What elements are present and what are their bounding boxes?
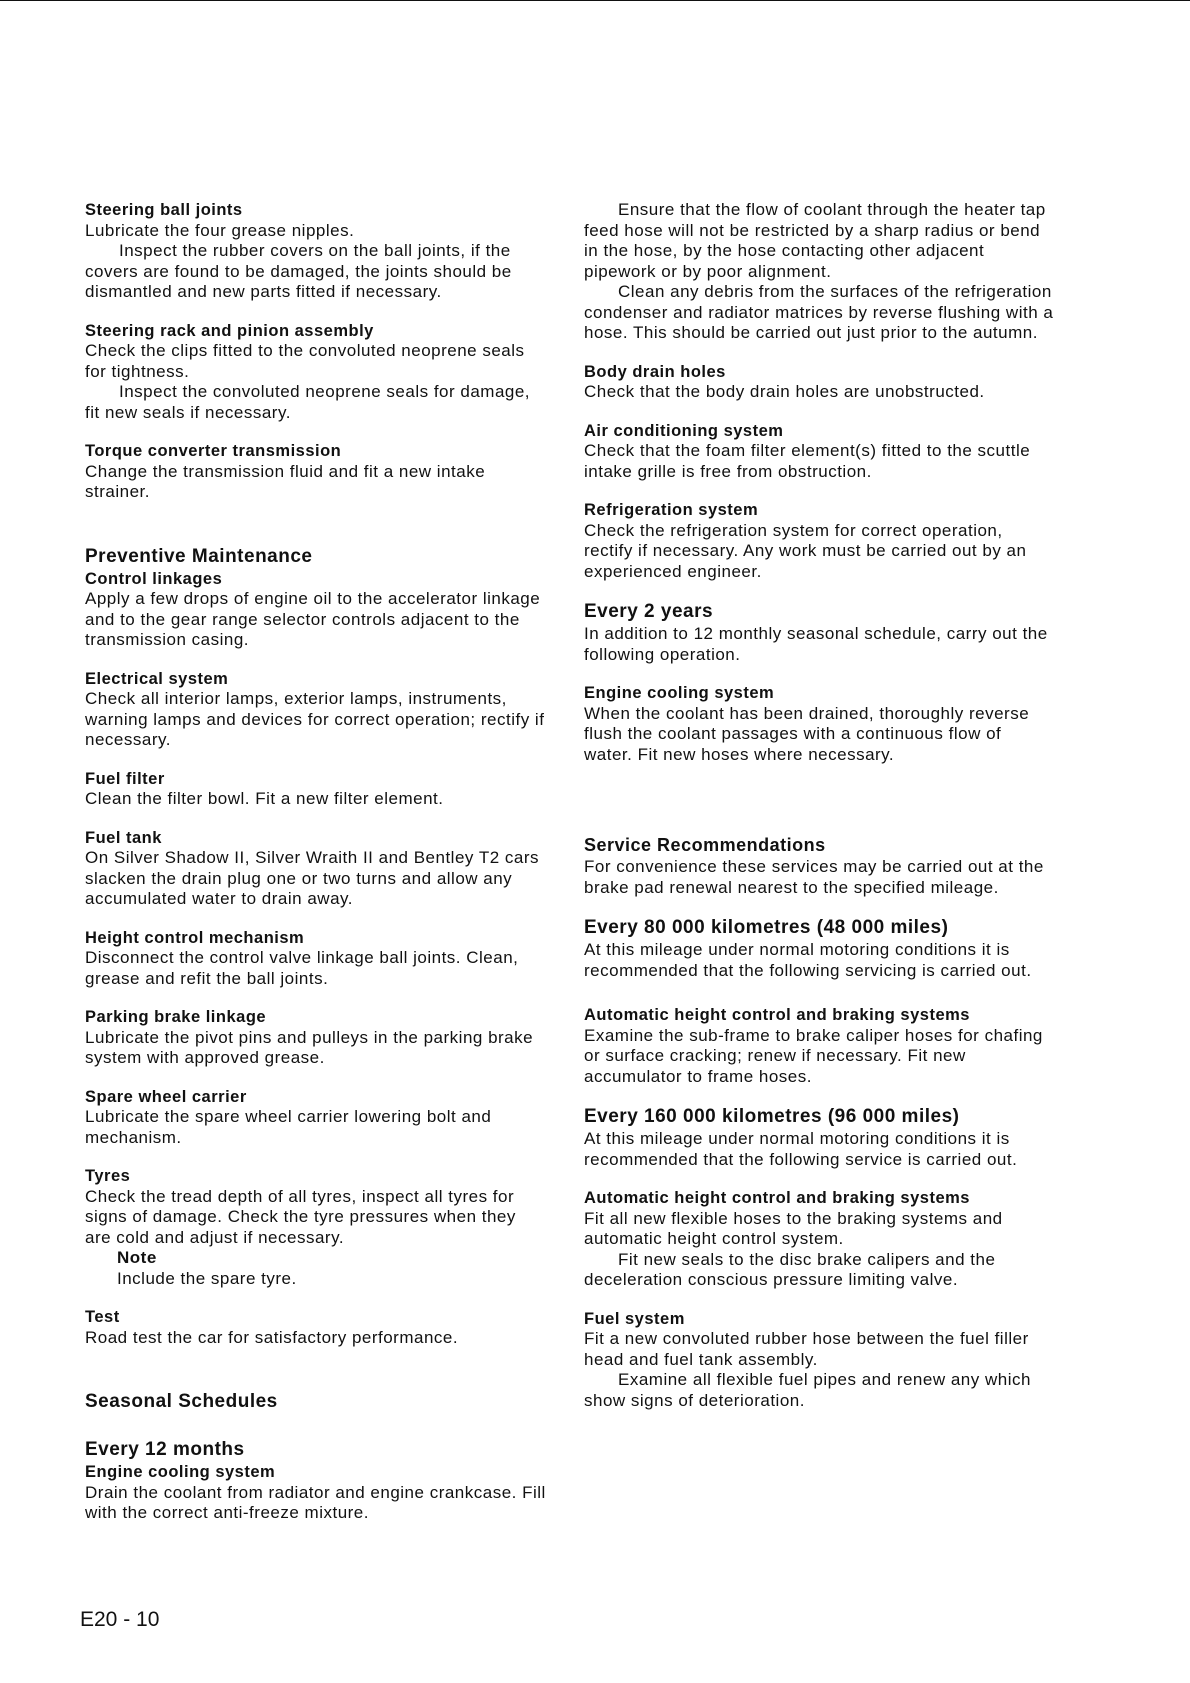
paragraph: Fit a new convoluted rubber hose between the fuel filler head and fuel tank assembly. [584,1329,1029,1369]
section-engine-cooling-12-months [85,1462,547,1524]
section-title: Automatic height control and braking systems [584,1189,970,1207]
section-title: Electrical system [85,669,229,688]
paragraph: Apply a few drops of engine oil to the accelerator linkage and to the gear range selector controls adjacent to the transmission casing. [85,589,541,649]
section-test [85,1307,547,1348]
section-title: Fuel tank [85,828,162,847]
section-title: Test [85,1308,120,1326]
heading-every-2-years: Every 2 years [584,601,714,622]
paragraph-every-160000-intro: At this mileage under normal motoring conditions it is recommended that the following service is carried out. [584,1129,1018,1169]
paragraph-condenser: Clean any debris from the surfaces of the refrigeration condenser and radiator matrices by reverse flushing with a hose. This should be carried out just prior to the autumn. [584,282,1054,342]
paragraph: Inspect the convoluted neoprene seals for damage, fit new seals if necessary. [85,382,531,422]
paragraph: Lubricate the spare wheel carrier lowering bolt and mechanism. [85,1107,492,1147]
section-steering-ball-joints [85,200,547,303]
section-title: Tyres [85,1167,131,1185]
paragraph-every-80000-intro: At this mileage under normal motoring conditions it is recommended that the following servicing is carried out. [584,940,1032,980]
paragraph: Check the tread depth of all tyres, inspect all tyres for signs of damage. Check the tyre pressures when they are cold and adjust if necessary. [85,1186,516,1247]
section-title: Engine cooling system [584,684,775,702]
heading-service-recommendations: Service Recommendations [584,835,826,855]
section-fuel-tank [85,828,547,910]
paragraph: Drain the coolant from radiator and engine crankcase. Fill with the correct anti-freeze mixture. [85,1482,546,1522]
paragraph: Fit new seals to the disc brake calipers and the deceleration conscious pressure limiting valve. [584,1249,996,1289]
section-title: Refrigeration system [584,501,759,519]
section-title: Automatic height control and braking systems [584,1006,970,1024]
heading-preventive-maintenance: Preventive Maintenance [85,545,313,567]
heading-seasonal-schedules: Seasonal Schedules [85,1391,278,1412]
section-service-recommendations [584,833,1054,898]
right-column [584,200,1054,1411]
page-number: E20 - 10 [80,1608,160,1631]
heading-every-160000-km: Every 160 000 kilometres (96 000 miles) [584,1106,960,1127]
paragraph: Check all interior lamps, exterior lamps, instruments, warning lamps and devices for correct operation; rectify if necessary. [85,689,545,749]
paragraph: For convenience these services may be carried out at the brake pad renewal nearest to the specified mileage. [584,857,1044,897]
section-auto-height-160000 [584,1188,1054,1291]
note-title: Note [117,1248,157,1267]
section-title: Parking brake linkage [85,1008,267,1026]
section-height-control [85,928,547,990]
section-engine-cooling-2-years [584,683,1054,765]
paragraph-heater: Ensure that the flow of coolant through the heater tap feed hose will not be restricted by a sharp radius or bend in the hose, by the hose contacting other adjacent pipework or by poor alignment. [584,200,1046,281]
section-title: Engine cooling system [85,1463,276,1481]
paragraph: Clean the filter bowl. Fit a new filter element. [85,789,444,808]
section-body-drain-holes [584,362,1054,403]
section-title: Steering rack and pinion assembly [85,321,374,340]
section-title: Torque converter transmission [85,442,342,460]
paragraph: Examine all flexible fuel pipes and renew any which show signs of deterioration. [584,1370,1031,1410]
paragraph: Check that the body drain holes are unobstructed. [584,382,985,401]
paragraph: Road test the car for satisfactory performance. [85,1327,459,1347]
section-parking-brake [85,1007,547,1069]
section-title: Body drain holes [584,362,726,381]
section-steering-rack [85,321,547,424]
paragraph: Check the refrigeration system for correct operation, rectify if necessary. Any work must be carried out by an experienced engineer. [584,520,1027,581]
section-title: Fuel system [584,1309,685,1328]
section-air-conditioning [584,421,1054,483]
left-column [85,200,547,1524]
heading-every-80000-km: Every 80 000 kilometres (48 000 miles) [584,917,949,938]
paragraph: Examine the sub-frame to brake caliper hoses for chafing or surface cracking; renew if necessary. Fit new accumulator to frame hoses. [584,1025,1043,1086]
section-electrical-system [85,669,547,751]
paragraph: On Silver Shadow II, Silver Wraith II and Bentley T2 cars slacken the drain plug one or two turns and allow any accumulated water to drain away. [85,848,539,908]
section-auto-height-80000 [584,1005,1054,1087]
section-title: Control linkages [85,569,223,588]
section-tyres [85,1166,547,1289]
paragraph: Check the clips fitted to the convoluted neoprene seals for tightness. [85,341,525,381]
paragraph: When the coolant has been drained, thoroughly reverse flush the coolant passages with a continuous flow of water. Fit new hoses where necessary. [584,703,1030,764]
section-torque-converter [85,441,547,503]
heading-every-12-months: Every 12 months [85,1439,245,1460]
paragraph: Fit all new flexible hoses to the braking systems and automatic height control system. [584,1208,1003,1248]
paragraph-every-2-years-intro: In addition to 12 monthly seasonal schedule, carry out the following operation. [584,624,1048,664]
section-title: Spare wheel carrier [85,1087,247,1106]
paragraph: Lubricate the four grease nipples. [85,220,355,240]
section-title: Steering ball joints [85,201,243,219]
section-title: Fuel filter [85,769,165,788]
top-border-line [0,0,1190,1]
paragraph: Inspect the rubber covers on the ball joints, if the covers are found to be damaged, the joints should be dismantled and new parts fitted if necessary. [85,241,512,301]
section-spare-wheel [85,1087,547,1149]
section-title: Air conditioning system [584,421,784,440]
section-fuel-system [584,1309,1054,1412]
paragraph: Check that the foam filter element(s) fitted to the scuttle intake grille is free from obstruction. [584,441,1031,481]
section-fuel-filter [85,769,547,810]
note-text: Include the spare tyre. [117,1268,297,1288]
paragraph: Change the transmission fluid and fit a new intake strainer. [85,461,486,501]
section-control-linkages [85,569,547,651]
paragraph: Disconnect the control valve linkage ball joints. Clean, grease and refit the ball joints. [85,948,519,988]
paragraph: Lubricate the pivot pins and pulleys in the parking brake system with approved grease. [85,1027,534,1067]
section-refrigeration [584,500,1054,582]
section-title: Height control mechanism [85,928,305,947]
